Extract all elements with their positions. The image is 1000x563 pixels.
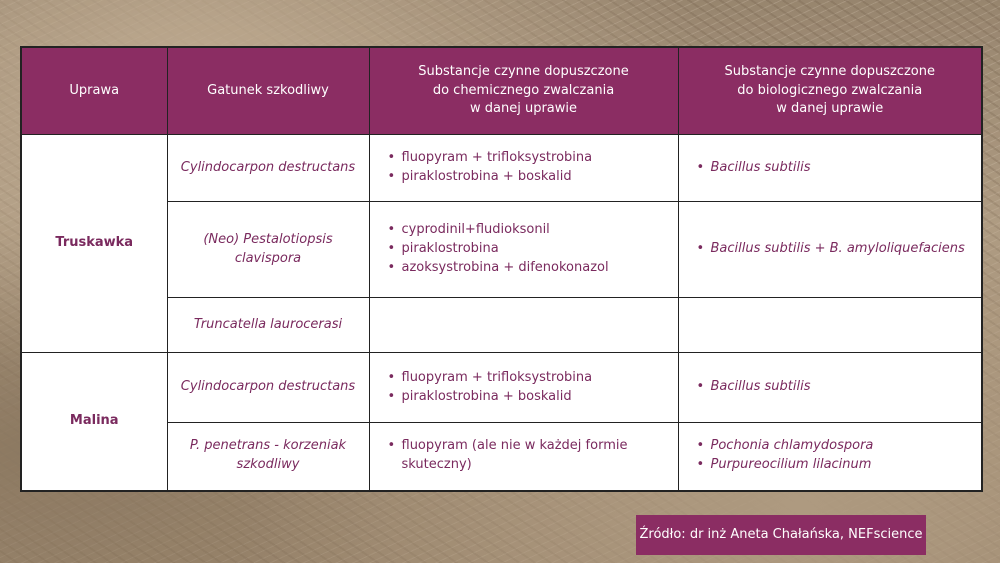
crop-cell: Malina — [21, 353, 167, 491]
list-item: • Bacillus subtilis — [701, 159, 972, 178]
chemical-cell — [369, 423, 678, 491]
list-item: • fluopyram + trifloksystrobina — [392, 149, 668, 168]
biological-list — [689, 240, 972, 259]
source-badge: Źródło: dr inż Aneta Chałańska, NEFscience — [636, 515, 926, 555]
list-item: • azoksystrobina + difenokonazol — [392, 259, 668, 278]
species-cell: Cylindocarpon destructans — [167, 135, 369, 202]
chemical-cell — [369, 135, 678, 202]
biological-list — [689, 437, 972, 475]
table-row — [21, 353, 982, 423]
species-cell: Cylindocarpon destructans — [167, 353, 369, 423]
list-item: • Purpureocilium lilacinum — [701, 456, 972, 475]
biological-cell — [678, 202, 982, 298]
species-cell: (Neo) Pestalotiopsis clavispora — [167, 202, 369, 298]
biological-cell — [678, 135, 982, 202]
biological-list — [689, 378, 972, 397]
chemical-cell-empty — [369, 298, 678, 353]
chemical-list — [380, 437, 668, 475]
header-crop: Uprawa — [21, 47, 167, 135]
list-item: • fluopyram + trifloksystrobina — [392, 369, 668, 388]
biological-list — [689, 159, 972, 178]
list-item: • Bacillus subtilis — [701, 378, 972, 397]
chemical-list — [380, 369, 668, 407]
list-item: • piraklostrobina + boskalid — [392, 388, 668, 407]
list-item: • Pochonia chlamydospora — [701, 437, 972, 456]
table-header-row — [21, 47, 982, 135]
header-species: Gatunek szkodliwy — [167, 47, 369, 135]
species-cell: Truncatella laurocerasi — [167, 298, 369, 353]
biological-cell — [678, 423, 982, 491]
list-item: • piraklostrobina + boskalid — [392, 168, 668, 187]
chemical-cell — [369, 353, 678, 423]
list-item: • cyprodinil+fludioksonil — [392, 221, 668, 240]
header-biological: Substancje czynne dopuszczone do biologicznego zwalczania w danej uprawie — [678, 47, 982, 135]
biological-cell — [678, 353, 982, 423]
list-item: • fluopyram (ale nie w każdej formie skuteczny) — [392, 437, 668, 475]
chemical-cell — [369, 202, 678, 298]
chemical-list — [380, 221, 668, 278]
chemical-list — [380, 149, 668, 187]
biological-cell-empty — [678, 298, 982, 353]
header-chemical: Substancje czynne dopuszczone do chemicznego zwalczania w danej uprawie — [369, 47, 678, 135]
list-item: • Bacillus subtilis + B. amyloliquefaciens — [701, 240, 972, 259]
list-item: • piraklostrobina — [392, 240, 668, 259]
species-cell: P. penetrans - korzeniak szkodliwy — [167, 423, 369, 491]
table-row — [21, 135, 982, 202]
pest-control-table — [20, 46, 983, 492]
crop-cell: Truskawka — [21, 135, 167, 353]
